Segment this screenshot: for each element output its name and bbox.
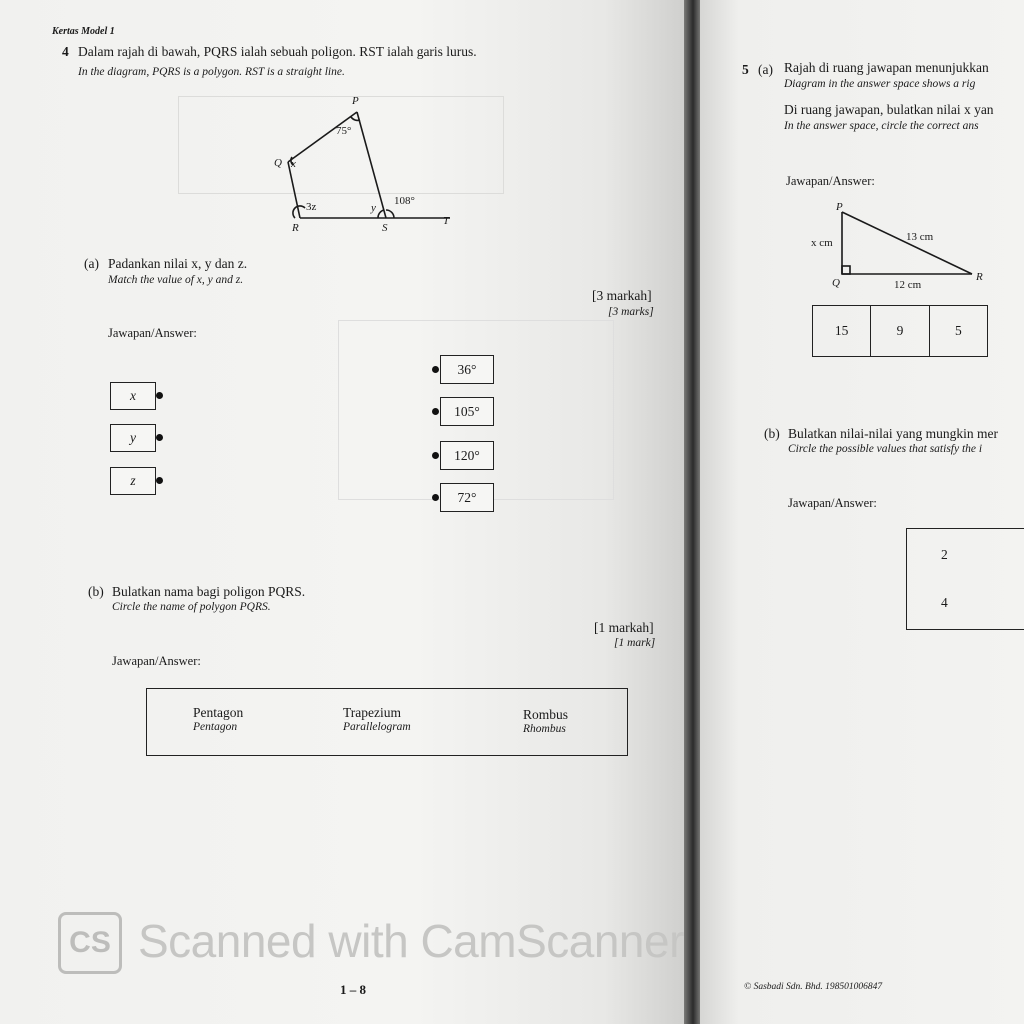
triangle-side-pr: 13 cm — [906, 231, 934, 243]
camscanner-watermark: Scanned with CamScanner — [138, 915, 684, 967]
option-pentagon-ms: Pentagon — [193, 705, 244, 720]
angle-3z-label: 3z — [306, 201, 317, 213]
q5a-line1-en: Diagram in the answer space shows a rig — [784, 78, 976, 90]
q5a-choice-15[interactable]: 15 — [813, 306, 871, 356]
part-a-answer-label: Jawapan/Answer: — [108, 326, 197, 340]
q5a-choice-table — [812, 305, 988, 357]
camscanner-logo: CS — [58, 912, 122, 974]
angle-p-label: 75° — [336, 125, 352, 137]
triangle-vertex-q: Q — [832, 277, 840, 289]
part-b-answer-label: Jawapan/Answer: — [112, 654, 201, 668]
vertex-p-label: P — [352, 95, 359, 107]
match-value-36[interactable]: 36° — [440, 355, 494, 384]
q5b-value-2[interactable]: 2 — [941, 547, 948, 562]
q5-part-b-label: (b) — [764, 426, 780, 441]
part-b-instruction-ms: Bulatkan nama bagi poligon PQRS. — [112, 584, 306, 599]
paper-header: Kertas Model 1 — [52, 26, 115, 37]
part-b-label: (b) — [88, 584, 104, 599]
part-b-instruction-en: Circle the name of polygon PQRS. — [112, 601, 271, 613]
option-trapezium-en: Parallelogram — [343, 721, 411, 733]
question-number: 4 — [62, 44, 69, 59]
publisher-footer: © Sasbadi Sdn. Bhd. 198501006847 — [744, 982, 883, 992]
match-dot-y[interactable] — [156, 434, 163, 441]
question-stem-ms: Dalam rajah di bawah, PQRS ialah sebuah poligon. RST ialah garis lurus. — [78, 44, 477, 59]
match-dot-x[interactable] — [156, 392, 163, 399]
question-stem-en: In the diagram, PQRS is a polygon. RST is a straight line. — [78, 66, 345, 78]
match-item-x[interactable]: x — [110, 382, 156, 410]
polygon-name-options — [146, 688, 628, 756]
triangle-side-pq: x cm — [811, 237, 833, 249]
match-item-y[interactable]: y — [110, 424, 156, 452]
vertex-q-label: Q — [274, 157, 282, 169]
angle-x-label: x — [291, 158, 296, 170]
option-pentagon-en: Pentagon — [193, 721, 238, 733]
page-number: 1 – 8 — [340, 982, 366, 997]
right-page — [700, 0, 1024, 1024]
match-value-105[interactable]: 105° — [440, 397, 494, 426]
q5a-line2-en: In the answer space, circle the correct ans — [784, 120, 979, 132]
part-a-instruction-ms: Padankan nilai x, y dan z. — [108, 256, 248, 271]
angle-108-label: 108° — [394, 195, 415, 207]
match-dot-z[interactable] — [156, 477, 163, 484]
vertex-t-label: T — [443, 215, 450, 227]
match-dot-105[interactable] — [432, 408, 439, 415]
triangle-vertex-p: P — [836, 201, 843, 213]
q5b-instruction-ms: Bulatkan nilai-nilai yang mungkin mer — [788, 426, 998, 441]
right-triangle-diagram — [806, 200, 1006, 296]
match-value-120[interactable]: 120° — [440, 441, 494, 470]
q5-number: 5 — [742, 62, 749, 77]
triangle-vertex-r: R — [976, 271, 983, 283]
part-b-marks-ms: [1 markah] — [594, 620, 654, 635]
part-a-marks-ms: [3 markah] — [592, 288, 652, 303]
polygon-diagram — [260, 90, 460, 240]
option-trapezium[interactable] — [343, 705, 411, 733]
q5a-line1-ms: Rajah di ruang jawapan menunjukkan — [784, 60, 989, 75]
option-pentagon[interactable] — [193, 705, 243, 733]
q5a-answer-label: Jawapan/Answer: — [786, 174, 875, 188]
triangle-side-qr: 12 cm — [894, 279, 922, 291]
q5a-choice-5[interactable]: 5 — [954, 323, 962, 338]
option-rombus-en: Rhombus — [523, 723, 566, 735]
match-dot-36[interactable] — [432, 366, 439, 373]
match-dot-72[interactable] — [432, 494, 439, 501]
match-dot-120[interactable] — [432, 452, 439, 459]
angle-y-label: y — [371, 202, 376, 214]
q5-part-a-label: (a) — [758, 62, 773, 77]
part-b-marks-en: [1 mark] — [614, 637, 656, 649]
part-a-label: (a) — [84, 256, 99, 271]
part-a-marks-en: [3 marks] — [608, 306, 654, 318]
q5a-choice-9[interactable]: 9 — [871, 306, 929, 356]
q5b-value-4[interactable]: 4 — [941, 595, 948, 610]
q5b-values-box — [906, 528, 1024, 630]
q5b-answer-label: Jawapan/Answer: — [788, 496, 877, 510]
option-rombus-ms: Rombus — [523, 707, 569, 722]
vertex-s-label: S — [382, 222, 388, 234]
match-value-72[interactable]: 72° — [440, 483, 494, 512]
part-a-instruction-en: Match the value of x, y and z. — [108, 274, 244, 286]
option-rombus[interactable] — [523, 707, 568, 735]
option-trapezium-ms: Trapezium — [343, 705, 401, 720]
q5b-instruction-en: Circle the possible values that satisfy the i — [788, 443, 983, 455]
vertex-r-label: R — [292, 222, 299, 234]
match-item-z[interactable]: z — [110, 467, 156, 495]
q5a-line2-ms: Di ruang jawapan, bulatkan nilai x yan — [784, 102, 994, 117]
